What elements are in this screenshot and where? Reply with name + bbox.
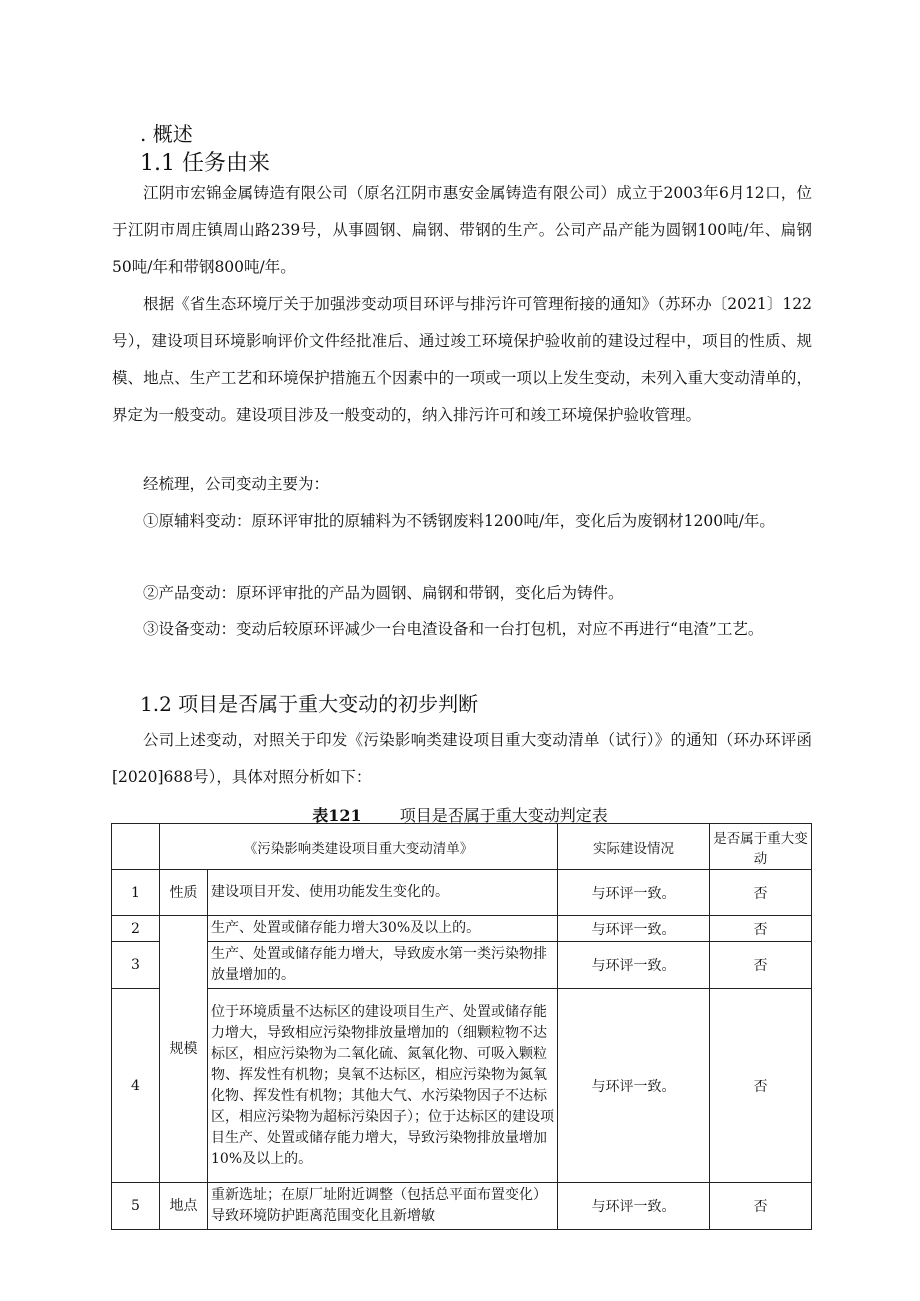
row-actual: 与环评一致。	[558, 1183, 710, 1230]
paragraph-company-intro: 江阴市宏锦金属铸造有限公司（原名江阴市惠安金属铸造有限公司）成立于2003年6月12口，位于江阴市周庄镇周山路239号，从事圆钢、扁钢、带钢的生产。公司产品产能为圆钢100吨/年、扁钢50吨/年和带钢800吨/年。	[112, 184, 812, 276]
table-header-row	[112, 824, 812, 870]
row-description: 生产、处置或储存能力增大，导致废水第一类污染物排放量增加的。	[208, 942, 558, 989]
table-row	[112, 870, 812, 916]
table-row	[112, 989, 812, 1183]
row-description: 位于环境质量不达标区的建设项目生产、处置或储存能力增大，导致相应污染物排放量增加的（细颗粒物不达标区，相应污染物为二氧化硫、氮氧化物、可吸入颗粒物、挥发性有机物；臭氧不达标区，相应污染物为氮氧化物、挥发性有机物；其他大气、水污染物因子不达标区，相应污染物为超标污染因子）；位于达标区的建设项目生产、处置或储存能力增大，导致污染物排放量增加10%及以上的。	[208, 989, 558, 1183]
paragraph-change-materials: ①原辅料变动：原环评审批的原辅料为不锈钢废料1200吨/年，变化后为废钢材1200吨/年。	[143, 512, 775, 530]
row-actual: 与环评一致。	[558, 870, 710, 916]
table-number: 表121	[312, 806, 362, 825]
table-row	[112, 916, 812, 942]
paragraph-change-equipment: ③设备变动：变动后较原环评减少一台电渣设备和一台打包机，对应不再进行“电渣”工艺。	[143, 620, 764, 638]
paragraph-regulation: 根据《省生态环境厅关于加强涉变动项目环评与排污许可管理衔接的通知》（苏环办〔2021〕122号），建设项目环境影响评价文件经批准后、通过竣工环境保护验收前的建设过程中，项目的性质、规模、地点、生产工艺和环境保护措施五个因素中的一项或一项以上发生变动，未列入重大变动清单的，界定为一般变动。建设项目涉及一般变动的，纳入排污许可和竣工环境保护验收管理。	[112, 295, 812, 424]
row-number: 1	[112, 870, 160, 916]
row-major: 否	[710, 942, 812, 989]
row-actual: 与环评一致。	[558, 916, 710, 942]
row-major: 否	[710, 989, 812, 1183]
category-location: 地点	[160, 1183, 208, 1230]
header-number	[112, 824, 160, 870]
row-description: 建设项目开发、使用功能发生变化的。	[208, 870, 558, 916]
row-number: 3	[112, 942, 160, 989]
row-actual: 与环评一致。	[558, 989, 710, 1183]
category-nature: 性质	[160, 870, 208, 916]
row-number: 4	[112, 989, 160, 1183]
major-change-judgement-table	[111, 823, 812, 1230]
subsection-title-1-2: 1.2 项目是否属于重大变动的初步判断	[140, 692, 479, 716]
paragraph-change-products: ②产品变动：原环评审批的产品为圆钢、扁钢和带钢，变化后为铸件。	[143, 584, 624, 602]
header-actual: 实际建设情况	[558, 824, 710, 870]
table-row	[112, 1183, 812, 1230]
row-number: 5	[112, 1183, 160, 1230]
row-number: 2	[112, 916, 160, 942]
row-major: 否	[710, 870, 812, 916]
paragraph-summary-lead: 经梳理，公司变动主要为：	[143, 475, 330, 493]
category-scale: 规模	[160, 916, 208, 1183]
row-major: 否	[710, 1183, 812, 1230]
table-row	[112, 942, 812, 989]
row-major: 否	[710, 916, 812, 942]
header-change-list: 《污染影响类建设项目重大变动清单》	[160, 824, 558, 870]
row-actual: 与环评一致。	[558, 942, 710, 989]
row-description: 生产、处置或储存能力增大30%及以上的。	[208, 916, 558, 942]
subsection-title-1-1: 1.1 任务由来	[140, 151, 270, 176]
table-title: 项目是否属于重大变动判定表	[399, 806, 608, 825]
header-major-change: 是否属于重大变动	[710, 824, 812, 870]
section-title: . 概述	[140, 122, 193, 146]
row-description: 重新选址；在原厂址附近调整（包括总平面布置变化）导致环境防护距离范围变化且新增敏	[208, 1183, 558, 1230]
paragraph-comparison-intro: 公司上述变动，对照关于印发《污染影响类建设项目重大变动清单（试行）》的通知（环办环评函[2020]688号），具体对照分析如下：	[112, 731, 812, 786]
